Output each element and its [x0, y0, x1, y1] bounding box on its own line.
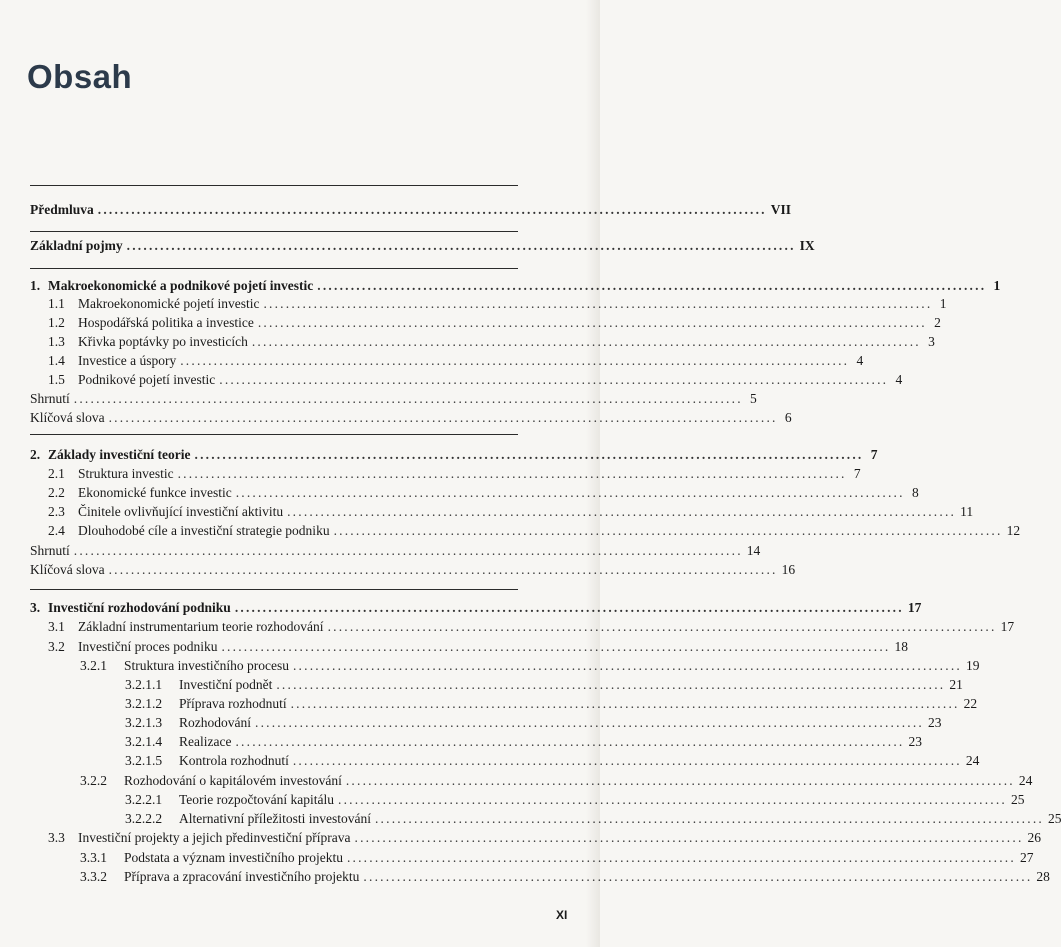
toc-entry-page: 22 [963, 696, 978, 711]
toc-entry-title: Podnikové pojetí investic [78, 372, 216, 387]
toc-entry-title: Příprava a zpracování investičního projektu [124, 869, 360, 884]
toc-entry-title: Rozhodování o kapitálovém investování [124, 773, 342, 788]
dot-leader: ........................................................................................................................ [97, 202, 767, 217]
toc-entry-page: 7 [870, 447, 878, 462]
toc-entry-title: Realizace [179, 734, 232, 749]
toc-entry-title: Křivka poptávky po investicích [78, 334, 248, 349]
toc-entry-page: 3 [928, 334, 935, 349]
toc-entry [30, 408, 792, 428]
toc-entry-page: 24 [1018, 773, 1033, 788]
toc-entry-number: 3.2.1 [80, 658, 107, 673]
toc-entry [30, 848, 1034, 868]
toc-entry [30, 694, 978, 714]
toc-entry-page: 21 [949, 677, 963, 692]
toc-entry-page: 2 [934, 315, 941, 330]
toc-entry-page: 17 [907, 600, 922, 615]
dot-leader: ........................................................................................................................ [327, 619, 997, 634]
dot-leader: ........................................................................................................................ [292, 753, 962, 768]
toc-entry-page: 24 [965, 753, 980, 768]
toc-entry [30, 637, 908, 657]
dot-leader: ........................................................................................................................ [235, 485, 905, 500]
toc-entry [30, 236, 815, 256]
toc-entry-number: 2. [30, 447, 41, 462]
toc-entry-page: 17 [1000, 619, 1015, 634]
toc-entry-title: Struktura investic [78, 466, 174, 481]
dot-leader: ........................................................................................................................ [73, 543, 743, 558]
toc-entry-title: Základní instrumentarium teorie rozhodování [78, 619, 324, 634]
toc-entry-number: 1.1 [48, 296, 65, 311]
toc-entry-page: 8 [911, 485, 919, 500]
toc-entry [30, 790, 1025, 810]
toc-entry-page: 26 [1027, 830, 1042, 845]
toc-entry-page: 16 [781, 562, 796, 577]
toc-entry-page: 12 [1006, 523, 1021, 538]
dot-leader: ........................................................................................................................ [263, 296, 933, 311]
toc-entry-number: 3.3.1 [80, 850, 107, 865]
toc-entry [30, 370, 903, 390]
toc-entry-number: 3.2.2.2 [125, 811, 163, 826]
toc-entry [30, 828, 1042, 848]
dot-leader: ........................................................................................................................ [177, 466, 847, 481]
toc-entry-title: Alternativní příležitosti investování [179, 811, 371, 826]
dot-leader: ........................................................................................................................ [73, 391, 743, 406]
toc-entry [30, 751, 980, 771]
page-heading: Obsah [27, 58, 133, 95]
toc-entry-page: 25 [1011, 792, 1025, 807]
toc-entry-title: Investiční podnět [179, 677, 273, 692]
toc-entry-page: IX [799, 238, 815, 253]
toc-entry-title: Struktura investičního procesu [124, 658, 289, 673]
dot-leader: ........................................................................................................................ [292, 658, 962, 673]
toc-entry-title: Investiční rozhodování podniku [48, 600, 231, 615]
section-rule [30, 185, 518, 186]
toc-entry-title: Ekonomické funkce investic [78, 485, 232, 500]
toc-entry-title: Investiční proces podniku [78, 639, 218, 654]
toc-entry [30, 560, 796, 580]
page-number: XI [556, 908, 568, 922]
dot-leader: ........................................................................................................................ [338, 792, 1007, 807]
toc-entry [30, 809, 1061, 829]
dot-leader: ........................................................................................................................ [374, 811, 1044, 826]
toc-entry [30, 276, 1001, 296]
toc-entry [30, 867, 1050, 887]
toc-entry-title: Klíčová slova [30, 410, 105, 425]
toc-entry-number: 3.3 [48, 830, 65, 845]
dot-leader: ........................................................................................................................ [234, 600, 904, 615]
toc-entry-title: Činitele ovlivňující investiční aktivitu [78, 504, 284, 519]
dot-leader: ........................................................................................................................ [180, 353, 850, 368]
toc-entry-page: 25 [1047, 811, 1061, 826]
dot-leader: ........................................................................................................................ [221, 639, 891, 654]
toc-entry-title: Investice a úspory [78, 353, 177, 368]
toc-entry-page: 11 [960, 504, 974, 519]
toc-entry-number: 2.1 [48, 466, 65, 481]
toc-entry-title: Předmluva [30, 202, 94, 217]
dot-leader: ........................................................................................................................ [257, 315, 927, 330]
toc-entry-number: 3. [30, 600, 41, 615]
toc-entry-number: 3.1 [48, 619, 65, 634]
dot-leader: ........................................................................................................................ [194, 447, 864, 462]
toc-entry-number: 1.5 [48, 372, 65, 387]
section-rule [30, 268, 518, 269]
toc-entry [30, 675, 963, 695]
dot-leader: ........................................................................................................................ [317, 278, 987, 293]
dot-leader: ........................................................................................................................ [276, 677, 946, 692]
toc-entry-number: 3.2.2 [80, 773, 107, 788]
toc-entry-title: Makroekonomické a podnikové pojetí investic [48, 278, 314, 293]
dot-leader: ........................................................................................................................ [251, 334, 921, 349]
toc-entry [30, 656, 980, 676]
dot-leader: ........................................................................................................................ [333, 523, 1003, 538]
dot-leader: ........................................................................................................................ [363, 869, 1033, 884]
toc-entry [30, 351, 864, 371]
toc-entry-page: 6 [784, 410, 792, 425]
dot-leader: ........................................................................................................................ [219, 372, 889, 387]
toc-entry-number: 2.4 [48, 523, 65, 538]
dot-leader: ........................................................................................................................ [346, 850, 1016, 865]
toc-entry [30, 521, 1021, 541]
toc-entry-title: Investiční projekty a jejich předinvestiční příprava [78, 830, 351, 845]
dot-leader: ........................................................................................................................ [290, 696, 960, 711]
toc-entry-title: Makroekonomické pojetí investic [78, 296, 260, 311]
toc-entry-number: 1.3 [48, 334, 65, 349]
toc-entry-page: 4 [895, 372, 903, 387]
toc-entry-title: Shrnutí [30, 543, 70, 558]
dot-leader: ........................................................................................................................ [108, 562, 778, 577]
toc-entry-number: 1. [30, 278, 41, 293]
toc-entry [30, 771, 1033, 791]
toc-entry-page: 7 [853, 466, 861, 481]
toc-entry [30, 598, 922, 618]
toc-entry-number: 3.2.2.1 [125, 792, 163, 807]
toc-entry-number: 1.4 [48, 353, 65, 368]
toc-entry-number: 3.2.1.5 [125, 753, 163, 768]
dot-leader: ........................................................................................................................ [255, 715, 924, 730]
toc-entry [30, 502, 974, 522]
toc-entry [30, 332, 935, 352]
toc-entry [30, 617, 1015, 637]
toc-entry [30, 713, 942, 733]
toc-entry [30, 732, 922, 752]
toc-entry-title: Základy investiční teorie [48, 447, 191, 462]
toc-entry-number: 3.2 [48, 639, 65, 654]
toc-entry-title: Shrnutí [30, 391, 70, 406]
toc-entry-title: Klíčová slova [30, 562, 105, 577]
dot-leader: ........................................................................................................................ [345, 773, 1015, 788]
toc-entry-number: 1.2 [48, 315, 65, 330]
toc-entry-title: Rozhodování [179, 715, 251, 730]
toc-entry-page: 4 [856, 353, 864, 368]
toc-entry-page: 18 [894, 639, 908, 654]
toc-entry-page: 1 [993, 278, 1001, 293]
toc-entry-page: 23 [908, 734, 922, 749]
toc-entry [30, 464, 861, 484]
toc-entry [30, 483, 919, 503]
section-rule [30, 434, 518, 435]
toc-entry-number: 2.3 [48, 504, 65, 519]
toc-entry-number: 3.2.1.2 [125, 696, 163, 711]
toc-entry-page: 27 [1019, 850, 1034, 865]
section-rule [30, 589, 518, 590]
toc-entry-title: Podstata a význam investičního projektu [124, 850, 343, 865]
toc-entry [30, 445, 878, 465]
toc-entry [30, 541, 761, 561]
toc-entry-number: 3.2.1.1 [125, 677, 163, 692]
dot-leader: ........................................................................................................................ [287, 504, 957, 519]
toc-entry-number: 3.2.1.4 [125, 734, 163, 749]
toc-entry-number: 3.2.1.3 [125, 715, 163, 730]
toc-entry-page: 23 [928, 715, 942, 730]
toc-entry-title: Příprava rozhodnutí [179, 696, 287, 711]
section-rule [30, 231, 518, 232]
toc-entry-page: VII [770, 202, 792, 217]
toc-entry-title: Základní pojmy [30, 238, 123, 253]
dot-leader: ........................................................................................................................ [108, 410, 778, 425]
toc-entry-title: Dlouhodobé cíle a investiční strategie podniku [78, 523, 330, 538]
toc-entry [30, 294, 947, 314]
dot-leader: ........................................................................................................................ [235, 734, 905, 749]
toc-entry-page: 28 [1036, 869, 1050, 884]
toc-entry-title: Hospodářská politika a investice [78, 315, 254, 330]
toc-entry [30, 313, 941, 333]
toc-entry-page: 1 [939, 296, 947, 311]
toc-entry [30, 200, 792, 220]
toc-entry-page: 19 [965, 658, 980, 673]
toc-entry-number: 3.3.2 [80, 869, 107, 884]
toc-entry-number: 2.2 [48, 485, 65, 500]
toc-entry-page: 5 [750, 391, 757, 406]
dot-leader: ........................................................................................................................ [354, 830, 1024, 845]
toc-entry-title: Kontrola rozhodnutí [179, 753, 289, 768]
toc-entry-title: Teorie rozpočtování kapitálu [179, 792, 334, 807]
toc-entry [30, 389, 757, 409]
toc-entry-page: 14 [746, 543, 761, 558]
dot-leader: ........................................................................................................................ [126, 238, 796, 253]
